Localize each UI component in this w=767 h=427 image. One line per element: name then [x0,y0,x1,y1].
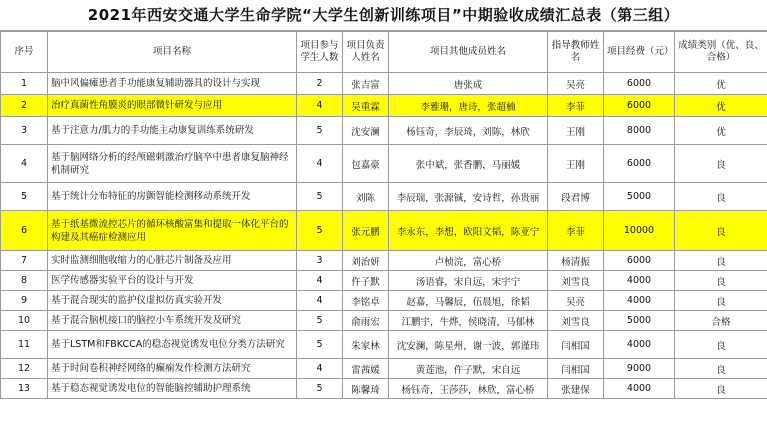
table-row [1,145,767,183]
funds-cell[interactable]: 5000 [604,311,675,331]
advisor-cell[interactable]: 张建保 [548,379,604,399]
member-count-cell[interactable]: 2 [297,73,343,95]
grade-cell[interactable]: 良 [675,379,767,399]
members-cell[interactable]: 汤语睿，宋自远，宋宇宁 [389,271,548,291]
funds-cell[interactable]: 5000 [604,183,675,211]
members-cell[interactable]: 李雅珊，唐诗，张超楠 [389,95,548,117]
funds-cell[interactable]: 6000 [604,145,675,183]
grade-cell[interactable]: 良 [675,291,767,311]
row-number-cell[interactable]: 2 [1,95,48,117]
advisor-cell[interactable]: 闫相国 [548,359,604,379]
row-number-cell[interactable]: 12 [1,359,48,379]
member-count-cell[interactable]: 4 [297,271,343,291]
members-cell[interactable]: 赵嘉，马馨辰，伍晨旭，徐韬 [389,291,548,311]
leader-name-cell[interactable]: 刘陈 [343,183,389,211]
members-cell[interactable]: 李永东，李想，欧阳文韬，陈亚宁 [389,211,548,251]
members-cell[interactable]: 卢桢浣，富心桥 [389,251,548,271]
row-number-cell[interactable]: 11 [1,331,48,359]
advisor-cell[interactable]: 李菲 [548,211,604,251]
project-name-cell[interactable]: 治疗真菌性角膜炎的眼部微针研发与应用 [48,95,297,117]
header-cell[interactable]: 项目其他成员姓名 [389,32,548,73]
advisor-cell[interactable]: 杨清振 [548,251,604,271]
leader-name-cell[interactable]: 张吉富 [343,73,389,95]
table-row [1,311,767,331]
table-row [1,379,767,399]
row-number-cell[interactable]: 9 [1,291,48,311]
advisor-cell[interactable]: 王刚 [548,145,604,183]
table-row [1,331,767,359]
project-name-cell[interactable]: 基于时间卷积神经网络的癫痫发作检测方法研究 [48,359,297,379]
row-number-cell[interactable]: 1 [1,73,48,95]
member-count-cell[interactable]: 3 [297,251,343,271]
sheet-title: 2021年西安交通大学生命学院“大学生创新训练项目”中期验收成绩汇总表（第三组） [0,0,767,31]
header-cell[interactable]: 成绩类别（优、良、合格） [675,32,767,73]
results-table [0,31,767,399]
funds-cell[interactable]: 10000 [604,211,675,251]
header-cell[interactable]: 指导教师姓名 [548,32,604,73]
table-row [1,183,767,211]
funds-cell[interactable]: 4000 [604,291,675,311]
project-name-cell[interactable]: 基于统计分布特征的房颤智能检测移动系统开发 [48,183,297,211]
grade-cell[interactable]: 合格 [675,311,767,331]
leader-name-cell[interactable]: 李铭卓 [343,291,389,311]
grade-cell[interactable]: 优 [675,95,767,117]
header-cell[interactable]: 项目经费（元） [604,32,675,73]
leader-name-cell[interactable]: 朱家林 [343,331,389,359]
members-cell[interactable]: 沈安澜，陈星州，谢一波，郭谨玮 [389,331,548,359]
member-count-cell[interactable]: 5 [297,331,343,359]
row-number-cell[interactable]: 6 [1,211,48,251]
row-number-cell[interactable]: 10 [1,311,48,331]
funds-cell[interactable]: 6000 [604,251,675,271]
leader-name-cell[interactable]: 吴重霖 [343,95,389,117]
table-row [1,95,767,117]
grade-cell[interactable]: 良 [675,251,767,271]
project-name-cell[interactable]: 基于稳态视觉诱发电位的智能脑控辅助护理系统 [48,379,297,399]
member-count-cell[interactable]: 4 [297,95,343,117]
row-number-cell[interactable]: 7 [1,251,48,271]
row-number-cell[interactable]: 3 [1,117,48,145]
funds-cell[interactable]: 4000 [604,331,675,359]
table-row [1,359,767,379]
leader-name-cell[interactable]: 张元鹏 [343,211,389,251]
funds-cell[interactable]: 8000 [604,117,675,145]
grade-cell[interactable]: 良 [675,359,767,379]
members-cell[interactable]: 杨钰奇，王莎莎，林欣，富心桥 [389,379,548,399]
table-row [1,251,767,271]
leader-name-cell[interactable]: 仵子默 [343,271,389,291]
members-cell[interactable]: 张中斌，张香鹏，马丽媛 [389,145,548,183]
leader-name-cell[interactable]: 俞雨宏 [343,311,389,331]
row-number-cell[interactable]: 8 [1,271,48,291]
header-cell[interactable]: 项目参与学生人数 [297,32,343,73]
project-name-cell[interactable]: 脑中风偏瘫患者手功能康复辅助器具的设计与实现 [48,73,297,95]
grade-cell[interactable]: 良 [675,331,767,359]
grade-cell[interactable]: 良 [675,145,767,183]
header-cell[interactable]: 项目名称 [48,32,297,73]
funds-cell[interactable]: 6000 [604,95,675,117]
grade-cell[interactable]: 优 [675,117,767,145]
member-count-cell[interactable]: 5 [297,183,343,211]
member-count-cell[interactable]: 4 [297,359,343,379]
members-cell[interactable]: 李辰瑞，张源铖，安诗哲，孙贵丽 [389,183,548,211]
project-name-cell[interactable]: 医学传感器实验平台的设计与开发 [48,271,297,291]
funds-cell[interactable]: 6000 [604,73,675,95]
project-name-cell[interactable]: 基于注意力/肌力的手功能主动康复训练系统研发 [48,117,297,145]
grade-cell[interactable]: 良 [675,211,767,251]
table-row [1,73,767,95]
project-name-cell[interactable]: 基于混合脑机接口的脑控小车系统开发及研究 [48,311,297,331]
leader-name-cell[interactable]: 陈馨琦 [343,379,389,399]
member-count-cell[interactable]: 4 [297,145,343,183]
grade-cell[interactable]: 良 [675,271,767,291]
advisor-cell[interactable]: 闫相国 [548,331,604,359]
member-count-cell[interactable]: 5 [297,211,343,251]
row-number-cell[interactable]: 4 [1,145,48,183]
header-cell[interactable]: 项目负责人姓名 [343,32,389,73]
project-name-cell[interactable]: 实时监测细胞收缩力的心脏芯片制备及应用 [48,251,297,271]
members-cell[interactable]: 唐张成 [389,73,548,95]
project-name-cell[interactable]: 基于混合现实的监护仪虚拟仿真实验开发 [48,291,297,311]
advisor-cell[interactable]: 李菲 [548,95,604,117]
table-row [1,117,767,145]
advisor-cell[interactable]: 段君博 [548,183,604,211]
member-count-cell[interactable]: 5 [297,117,343,145]
advisor-cell[interactable]: 刘雪良 [548,311,604,331]
member-count-cell[interactable]: 5 [297,379,343,399]
table-row [1,271,767,291]
funds-cell[interactable]: 4000 [604,271,675,291]
project-name-cell[interactable]: 基于LSTM和FBKCCA的稳态视觉诱发电位分类方法研究 [48,331,297,359]
leader-name-cell[interactable]: 包嘉豪 [343,145,389,183]
advisor-cell[interactable]: 刘雪良 [548,271,604,291]
table-row [1,211,767,251]
leader-name-cell[interactable]: 刘治妍 [343,251,389,271]
member-count-cell[interactable]: 5 [297,311,343,331]
member-count-cell[interactable]: 4 [297,291,343,311]
funds-cell[interactable]: 9000 [604,359,675,379]
row-number-cell[interactable]: 13 [1,379,48,399]
advisor-cell[interactable]: 吴亮 [548,291,604,311]
members-cell[interactable]: 黄莲池，仵子默，宋自远 [389,359,548,379]
grade-cell[interactable]: 良 [675,183,767,211]
grade-cell[interactable]: 优 [675,73,767,95]
funds-cell[interactable]: 4000 [604,379,675,399]
leader-name-cell[interactable]: 雷茜媛 [343,359,389,379]
members-cell[interactable]: 江鹏宇，牛烨，侯晓清，马郁林 [389,311,548,331]
table-row [1,291,767,311]
header-cell[interactable]: 序号 [1,32,48,73]
members-cell[interactable]: 杨钰奇，李辰琦，刘陈，林欣 [389,117,548,145]
advisor-cell[interactable]: 王刚 [548,117,604,145]
advisor-cell[interactable]: 吴亮 [548,73,604,95]
header-row [1,32,767,73]
row-number-cell[interactable]: 5 [1,183,48,211]
leader-name-cell[interactable]: 沈安澜 [343,117,389,145]
project-name-cell[interactable]: 基于脑网络分析的经颅磁刺激治疗脑卒中患者康复脑神经机制研究 [48,145,297,183]
project-name-cell[interactable]: 基于纸基微流控芯片的循环核酸富集和提取一体化平台的构建及其癌症检测应用 [48,211,297,251]
